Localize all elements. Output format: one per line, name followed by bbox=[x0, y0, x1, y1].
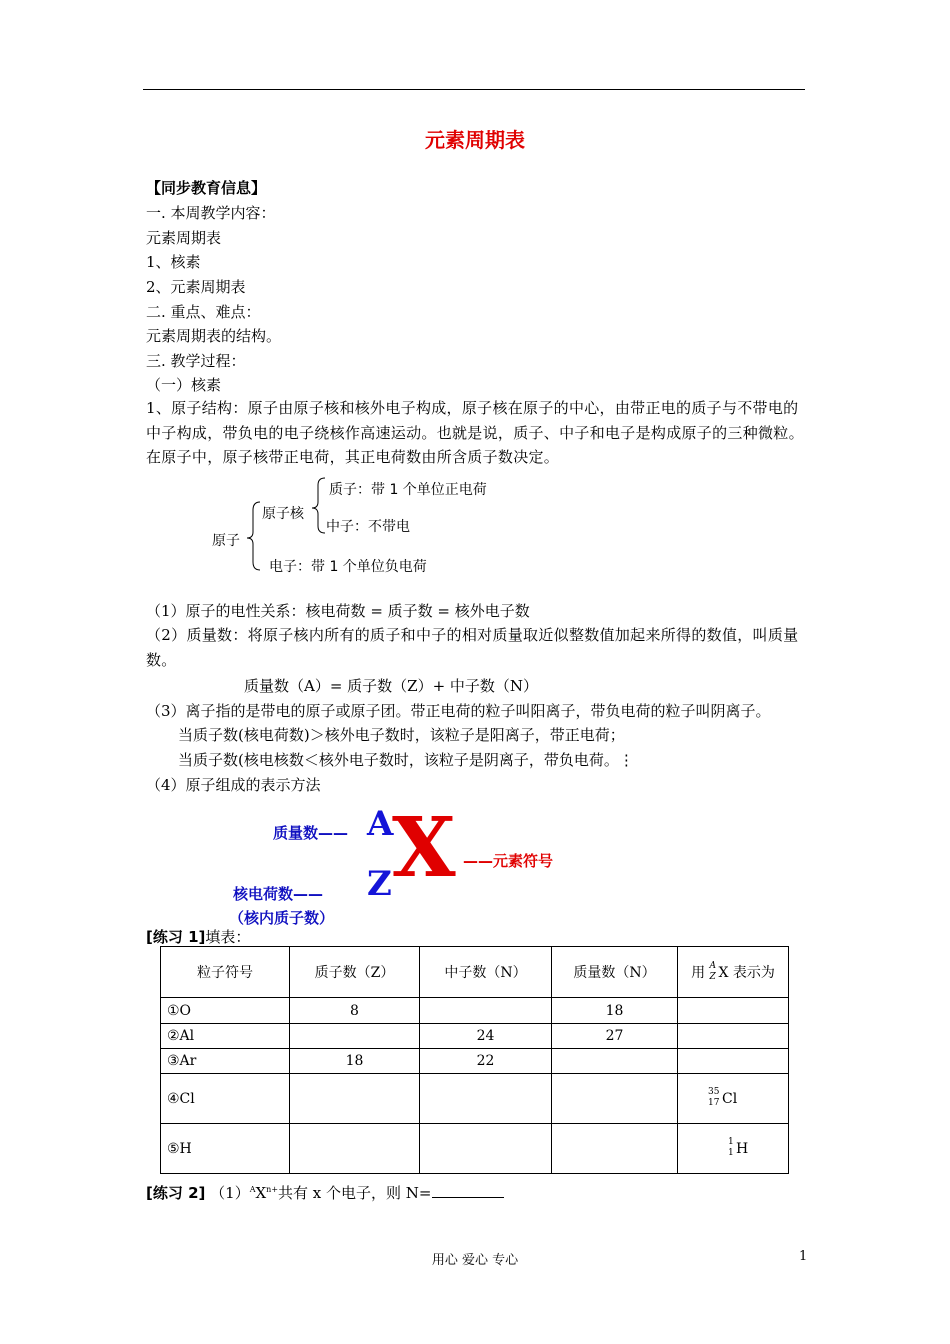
exercise-1-label: [练习 1] bbox=[146, 928, 206, 946]
electron-label: 电子：带 1 个单位负电荷 bbox=[269, 559, 427, 575]
header-iso-notation: A Z bbox=[709, 960, 717, 982]
text-line: 2、元素周期表 bbox=[146, 278, 246, 296]
text-line: 元素周期表 bbox=[146, 229, 222, 247]
table-cell bbox=[678, 998, 789, 1024]
table-cell: 18 bbox=[290, 1049, 420, 1074]
table-cell bbox=[420, 1124, 552, 1174]
proton-label: 质子：带 1 个单位正电荷 bbox=[329, 482, 487, 498]
text-line: 元素周期表的结构。 bbox=[146, 327, 282, 345]
header-cell: 中子数（N） bbox=[420, 947, 552, 998]
item-2: （2）质量数：将原子核内所有的质子和中子的相对质量取近似整数值加起来所得的数值，叫质量数。 bbox=[146, 626, 799, 669]
header-notation-text: 用 A Z X 表示为 bbox=[691, 960, 775, 982]
section-header: 【同步教育信息】 bbox=[146, 179, 267, 197]
table-cell bbox=[552, 1124, 678, 1174]
table-cell: 22 bbox=[420, 1049, 552, 1074]
table-cell: ①O bbox=[161, 998, 290, 1024]
superscript-charge: n+ bbox=[266, 1185, 279, 1194]
mass-number-label: 质量数—— bbox=[273, 824, 349, 842]
exercise-2-label: [练习 2] bbox=[146, 1184, 206, 1202]
table-cell-nuclide: 1 1 H bbox=[678, 1124, 789, 1174]
text-line: 一. 本周教学内容： bbox=[146, 204, 276, 222]
atom-label: 原子 bbox=[212, 533, 240, 549]
ion-symbol: X bbox=[255, 1184, 267, 1202]
proton-count-note: （核内质子数） bbox=[229, 909, 335, 927]
table-cell: ③Ar bbox=[161, 1049, 290, 1074]
exercise-1-prompt: 填表： bbox=[205, 928, 251, 946]
exercise-1-heading bbox=[146, 927, 250, 947]
table-cell bbox=[420, 1074, 552, 1124]
header-cell-notation bbox=[678, 947, 789, 998]
table-row bbox=[161, 1024, 789, 1049]
text-line: 三. 教学过程： bbox=[146, 352, 246, 370]
neutron-label: 中子：不带电 bbox=[326, 519, 410, 535]
text-line: （一）核素 bbox=[146, 376, 222, 394]
page-footer: 用心 爱心 专心 bbox=[431, 1253, 519, 1268]
item-3-anion: 当质子数(核电核数＜核外电子数时，该粒子是阴离子，带负电荷。⋮ bbox=[178, 751, 634, 769]
table-cell bbox=[552, 1074, 678, 1124]
table-cell-nuclide: 35 17 Cl bbox=[678, 1074, 789, 1124]
nuclide-cl-iso: 35 17 bbox=[708, 1086, 720, 1108]
element-symbol-X: X bbox=[392, 800, 456, 896]
exercise-2-line bbox=[146, 1180, 504, 1203]
table-cell bbox=[552, 1049, 678, 1074]
exercise-2-text: 共有 x 个电子，则 N= bbox=[278, 1184, 432, 1202]
table-cell bbox=[290, 1024, 420, 1049]
table-cell: 18 bbox=[552, 998, 678, 1024]
item-4: （4）原子组成的表示方法 bbox=[146, 776, 321, 794]
table-cell: 24 bbox=[420, 1024, 552, 1049]
header-cell: 质量数（N） bbox=[552, 947, 678, 998]
table-row bbox=[161, 1074, 789, 1124]
table-cell: 8 bbox=[290, 998, 420, 1024]
nuclide-table bbox=[160, 946, 789, 1174]
table-row bbox=[161, 1049, 789, 1074]
exercise-2-number: （1） bbox=[210, 1184, 250, 1202]
table-cell bbox=[290, 1124, 420, 1174]
mass-number-A: A bbox=[367, 804, 394, 844]
nucleus-label: 原子核 bbox=[262, 506, 304, 522]
text-line: 1、核素 bbox=[146, 253, 201, 271]
header-cell: 质子数（Z） bbox=[290, 947, 420, 998]
answer-blank[interactable] bbox=[432, 1183, 504, 1198]
nuclear-charge-label: 核电荷数—— bbox=[233, 885, 324, 903]
element-symbol-label: ——元素符号 bbox=[463, 852, 554, 870]
item-3: （3）离子指的是带电的原子或原子团。带正电荷的粒子叫阳离子，带负电荷的粒子叫阴离子。 bbox=[146, 702, 771, 720]
item-1: （1）原子的电性关系：核电荷数 = 质子数 = 核外电子数 bbox=[146, 602, 530, 620]
table-cell bbox=[678, 1024, 789, 1049]
table-cell: ④Cl bbox=[161, 1074, 290, 1124]
table-cell bbox=[290, 1074, 420, 1124]
superscript-mass: A bbox=[249, 1185, 256, 1194]
header-rule bbox=[143, 89, 805, 90]
table-row bbox=[161, 998, 789, 1024]
nuclide-h-iso: 1 1 bbox=[728, 1136, 734, 1158]
table-cell: 27 bbox=[552, 1024, 678, 1049]
table-cell bbox=[678, 1049, 789, 1074]
page-title: 元素周期表 bbox=[425, 128, 525, 152]
header-cell: 粒子符号 bbox=[161, 947, 290, 998]
paragraph-atomic-structure: 1、原子结构：原子由原子核和核外电子构成，原子核在原子的中心，由带正电的质子与不带电的中子构成，带负电的电子绕核作高速运动。也就是说，质子、中子和电子是构成原子的三种微粒。在原子中，原子核带正电荷，其正电荷数由所含质子数决定。 bbox=[146, 399, 804, 466]
item-3-cation: 当质子数(核电荷数)＞核外电子数时，该粒子是阳离子，带正电荷； bbox=[178, 726, 625, 744]
table-cell bbox=[420, 998, 552, 1024]
table-cell: ②Al bbox=[161, 1024, 290, 1049]
mass-formula: 质量数（A）= 质子数（Z）+ 中子数（N） bbox=[244, 677, 539, 695]
page-number: 1 bbox=[799, 1249, 808, 1264]
text-line: 二. 重点、难点： bbox=[146, 303, 261, 321]
table-cell: ⑤H bbox=[161, 1124, 290, 1174]
table-row bbox=[161, 1124, 789, 1174]
atomic-number-Z: Z bbox=[367, 864, 392, 904]
table-header-row bbox=[161, 947, 789, 998]
